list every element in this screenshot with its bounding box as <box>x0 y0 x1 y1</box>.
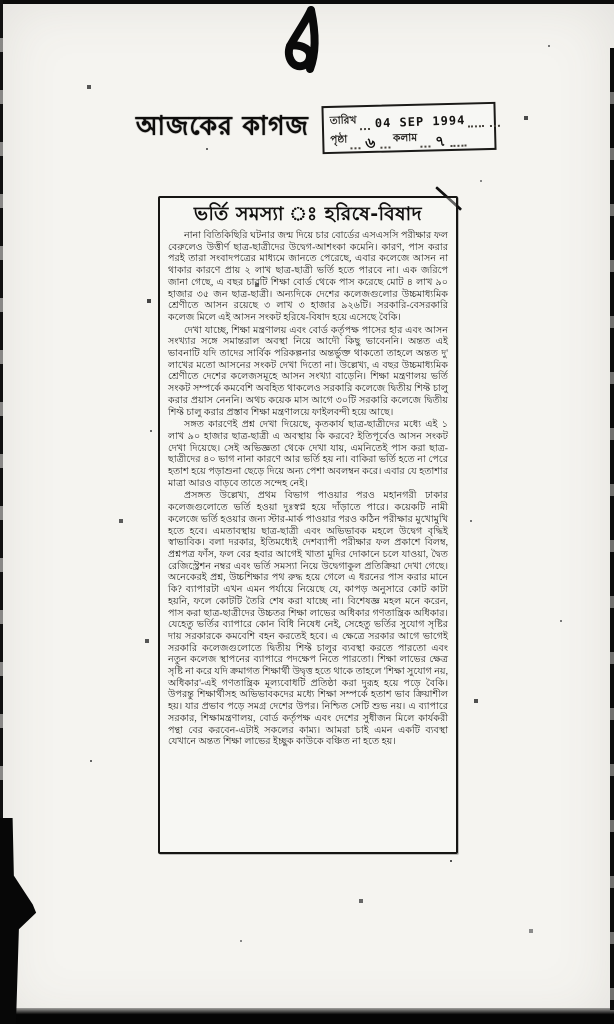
stamp-date-value: 04 SEP 1994 <box>374 113 466 131</box>
scan-noise-speckles <box>0 0 2 2</box>
scan-edge-top <box>0 0 614 4</box>
article-clipping <box>158 196 458 854</box>
scan-corner-shadow <box>0 818 42 1024</box>
stamp-column-label: কলাম <box>392 131 418 145</box>
scan-edge-bottom <box>0 1008 614 1024</box>
dotted-leader <box>380 135 390 148</box>
newspaper-masthead: আজকের কাগজ <box>136 110 310 141</box>
scan-edge-left <box>0 0 3 824</box>
dotted-leader <box>359 117 369 130</box>
dotted-leader <box>420 134 430 147</box>
article-paragraph: প্রসঙ্গত উল্লেখ্য, প্রথম বিভাগ পাওয়ার পরও মহানগরী ঢাকার কলেজগুলোতে ভর্তি হওয়া দুঃস্বপ্ন হয়ে দাঁড়াতে পারে। কয়েকটি নামী কলেজে ভর্তি হওয়ার জন্য স্টার-মার্ক পাওয়ার পরও কঠিন পরীক্ষার মুখোমুখি হতে হবে। এমতাবস্থায় ছাত্র-ছাত্রী এবং অভিভাবক মহলে উদ্বেগ বৃদ্ধিই স্বাভাবিক। বলা দরকার, ইতিমধ্যেই দেশব্যাপী পরীক্ষার ফল প্রকাশে বিলম্ব, প্রশ্নপত্র ফাঁস, ফল বের হবার আগেই খাতা মুদির দোকানে চলে যাওয়া, দ্বৈত রেজিস্ট্রেশন নম্বর এবং ভর্তি সমস্যা নিয়ে উদ্বেগাকুল প্রতিক্রিয়া দেখা গেছে। অনেকেরই প্রশ্ন, উচ্চশিক্ষার পথ রুদ্ধ হয়ে গেলে এ ধরনের পাস করার মানে কি? ব্যাপারটা এখন এমন পর্যায়ে নিয়েছে যে, কাপড় অনুসারে কোট কাটা হয়নি, ফলে কোটটি তৈরি শেষ করা যাচ্ছে না। বিশেষজ্ঞ মহল মনে করেন, পাস করা ছাত্র-ছাত্রীদের উচ্চতর শিক্ষা লাভের অধিকার গণতান্ত্রিক অধিকার। যেহেতু ভর্তির ব্যাপারে কোন বিধি নিষেধ নেই, সেহেতু ভর্তির সুযোগ সৃষ্টির দায় সরকারকে কমবেশি বহন করতেই হবে। এ ক্ষেত্রে সরকার আগে ভাগেই সরকারি কলেজগুলোতে দ্বিতীয় শিফ্ট চালুর ব্যবস্থা করতে পারতো এবং নতুন কলেজ স্থাপনের ব্যাপারে পদক্ষেপ নিতে পারতো। শিক্ষা লাভের ক্ষেত্র সৃষ্টি না করে যদি ক্রমাগত শিক্ষার্থী উদ্বৃত্ত হতে থাকে তাহলে 'শিক্ষা সুযোগ নয়, অধিকার'-এই গণতান্ত্রিক মূল্যবোধটি প্রতিষ্ঠা করা দুরূহ হয়ে পড়ে বৈকি। উপরন্তু শিক্ষার্থীসহ অভিভাবকদের মধ্যে শিক্ষা সম্পর্কে হতাশ ভাব ক্রিয়াশীল হয়। যার প্রভাব পড়ে সমগ্র দেশের উপর। নিশ্চিত সেটি শুভ নয়। এ ব্যাপারে সরকার, শিক্ষামন্ত্রণালয়, বোর্ড কর্তৃপক্ষ এবং দেশের সুধীজন মিলে কার্যকরী পন্থা বের করবেন-এটাই সকলের কাম্য। আমরা চাই এমন একটি ব্যবস্থা যেখানে অন্তত শিক্ষা লাভের ইচ্ছুক কাউকে বঞ্চিত না হতে হয়। <box>168 490 448 748</box>
stamp-page-row <box>330 127 488 153</box>
handwritten-numeral-mark <box>281 5 323 75</box>
article-body <box>168 230 448 748</box>
scan-edge-right <box>610 48 614 1010</box>
archive-stamp-box <box>321 102 496 154</box>
stamp-page-label: পৃষ্ঠা <box>330 133 348 146</box>
dotted-leader <box>490 114 500 127</box>
stamp-page-value: ৬ <box>363 133 377 153</box>
article-paragraph: সঙ্গত কারণেই প্রশ্ন দেখা দিয়েছে, কৃতকার্য ছাত্র-ছাত্রীদের মধ্যে এই ১ লাখ ৯০ হাজার ছাত্র-ছাত্রী এ অবস্থায় কি করবে? ইতিপূর্বেও আসন সংকট দেখা দিয়েছে। সেই অভিজ্ঞতা থেকে দেখা যায়, এমনিতেই পাস করা ছাত্র-ছাত্রীদের ৪০ ভাগ নানা কারণে আর ভর্তি হয় না। বাকিরা ভর্তি হতে না পেরে হতাশ হয়ে পড়াশুনা ছেড়ে দিয়ে অন্য পেশা অবলম্বন করে। এবার যে হতাশার মাত্রা আরও বাড়বে তাতে সন্দেহ নেই। <box>168 419 448 489</box>
dotted-leader <box>450 134 466 147</box>
article-paragraph: নানা বিতিকিছিরি ঘটনার জন্ম দিয়ে চার বোর্ডের এসএসসি পরীক্ষার ফল বেরুলেও উত্তীর্ণ ছাত্র-ছাত্রীদের উদ্বেগ-আশংকা কমেনি। কারণ, পাস করার পরই তারা সংবাদপত্রের মাধ্যমে জানতে পেরেছে, এবার কলেজে আসন না থাকার কারণে প্রায় ২ লাখ ছাত্র-ছাত্রী ভর্তি হতে পারবে না। এক জরিপে জানা গেছে, এ বছর চারটি শিক্ষা বোর্ড থেকে পাস করেছে মোট ৪ লাখ ৯০ হাজার ৩৫ জন ছাত্র-ছাত্রী। অন্যদিকে দেশের কলেজগুলোর উচ্চমাধ্যমিক শ্রেণীতে আসন রয়েছে ৩ লাখ ৩ হাজার ৯২৬টি। সরকারি-বেসরকারি কলেজ মিলে এই আসন সংকট হরিষে-বিষাদ হয়ে এসেছে বৈকি। <box>168 230 448 323</box>
dotted-leader <box>350 136 360 149</box>
stamp-column-value: ৭ <box>433 131 447 151</box>
stamp-date-label: তারিখ <box>329 114 357 127</box>
article-headline: ভর্তি সমস্যা ঃ হরিষে-বিষাদ <box>193 203 423 225</box>
dotted-leader <box>468 114 484 127</box>
article-paragraph: দেখা যাচ্ছে, শিক্ষা মন্ত্রণালয় এবং বোর্ড কর্তৃপক্ষ পাসের হার এবং আসন সংখ্যার সঙ্গে সমান্তরাল অবস্থা নিয়ে আদৌ কিছু ভাবেননি। অন্তত এই ভাবনাটি যদি তাদের সার্বিক পরিকল্পনার অন্তর্ভুক্ত থাকতো তাহলে অন্তত দু' লাখের মতো আসনের সংকট দেখা দিতো না। উল্লেখ্য, এ বছর উচ্চমাধ্যমিক শ্রেণীতে দেশের কলেজসমূহে আসন সংখ্যা বাড়েনি। শিক্ষা মন্ত্রণালয় ভর্তি সংকট সম্পর্কে কমবেশি অবহিত থাকলেও সরকারি কলেজে দ্বিতীয় শিফ্ট চালু করার প্রয়াস নেননি। অথচ কয়েক মাস আগে ৩০টি সরকারি কলেজে দ্বিতীয় শিফ্ট চালু করার প্রস্তাব শিক্ষা মন্ত্রণালয়ে ফাইলবন্দী হয়ে আছে। <box>168 324 448 418</box>
